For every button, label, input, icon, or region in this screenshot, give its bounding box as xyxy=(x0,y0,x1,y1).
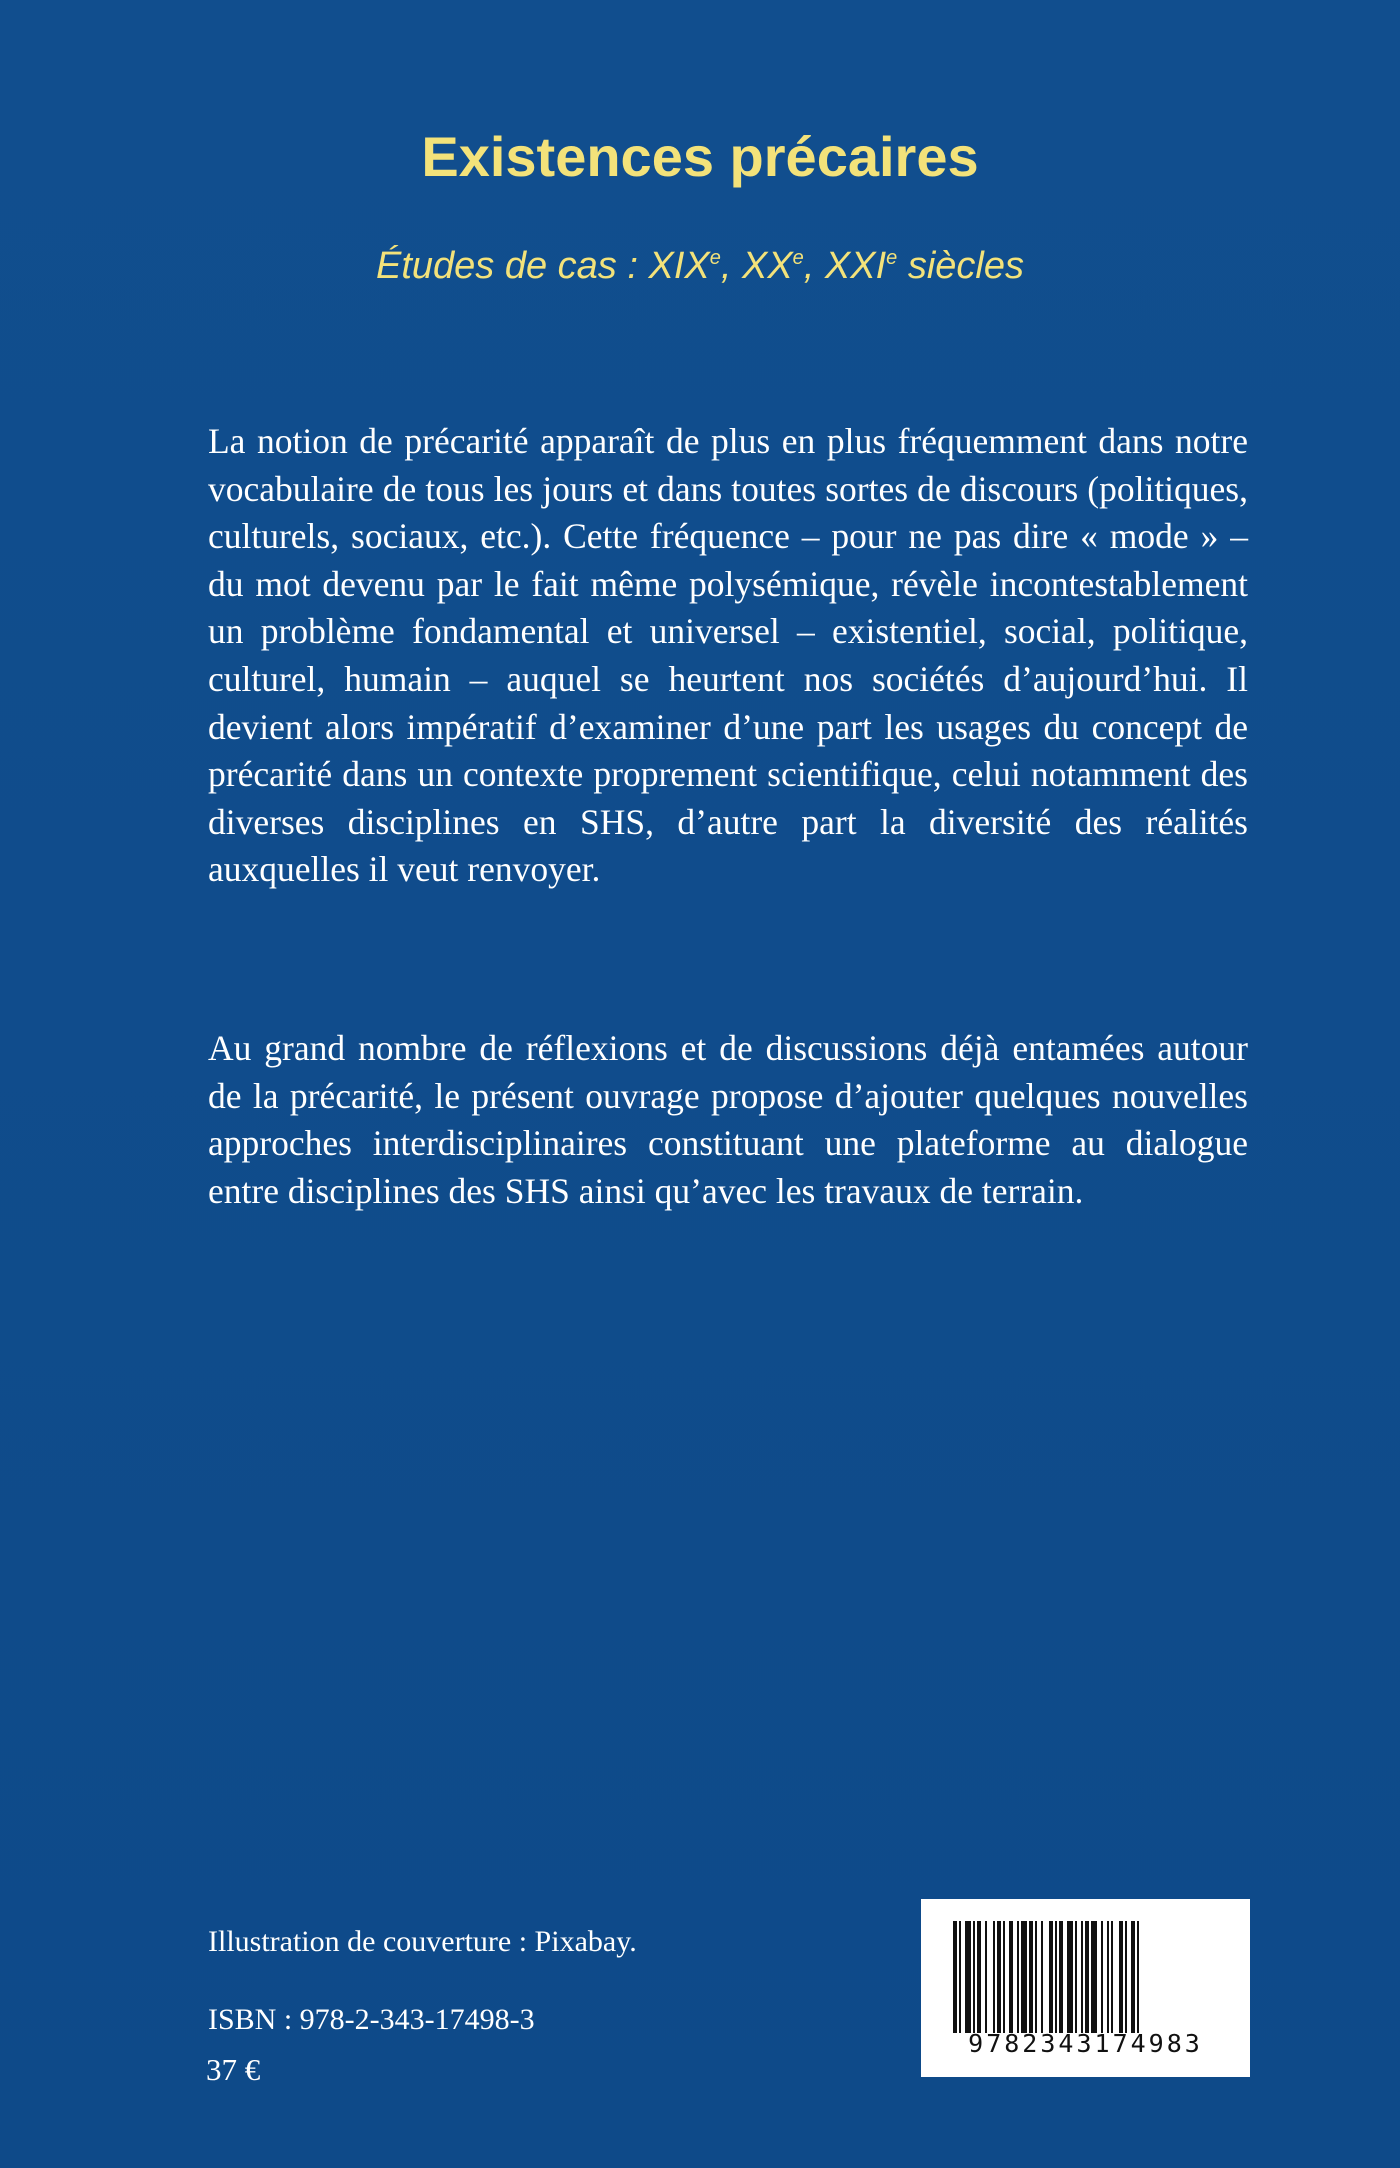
book-subtitle xyxy=(0,240,1400,292)
subtitle-prefix: Études de cas : XIX xyxy=(375,245,710,287)
book-price: 37 € xyxy=(206,2052,261,2087)
subtitle-mid-1: , XX xyxy=(720,245,793,287)
barcode-digits: 9782343174983 xyxy=(968,2029,1203,2058)
cover-illustration-credit: Illustration de couverture : Pixabay. xyxy=(208,1925,637,1958)
book-title: Existences précaires xyxy=(421,125,979,188)
subtitle-suffix: siècles xyxy=(897,245,1025,287)
barcode-bars-icon xyxy=(951,1921,1221,2033)
subtitle-sup-2: e xyxy=(792,247,804,269)
isbn-number: ISBN : 978-2-343-17498-3 xyxy=(208,2003,535,2036)
subtitle-sup-1: e xyxy=(709,247,721,269)
blurb-paragraph-2: Au grand nombre de réflexions et de discussions déjà entamées autour de la précarité, le présent ouvrage propose d’ajouter quelques nouvelles approches interdisciplinaires constituant une plateforme au dialogue entre disciplines des SHS ainsi qu’avec les travaux de terrain. xyxy=(208,1028,1248,1211)
subtitle-sup-3: e xyxy=(886,247,898,269)
blurb-paragraph-1: La notion de précarité apparaît de plus en plus fréquemment dans notre vocabulaire de tous les jours et dans toutes sortes de discours (politiques, culturels, sociaux, etc.). Cette fréquence – pour ne pas dire « mode » – du mot devenu par le fait même polysémique, révèle incontestablement un problème fondamental et universel – existentiel, social, politique, culturel, humain – auquel se heurtent nos sociétés d’aujourd’hui. Il devient alors impératif d’examiner d’une part les usages du concept de précarité dans un contexte proprement scientifique, celui notamment des diverses disciplines en SHS, d’autre part la diversité des réalités auxquelles il veut renvoyer. xyxy=(208,421,1248,890)
barcode xyxy=(921,1899,1250,2077)
subtitle-mid-2: , XXI xyxy=(803,245,887,287)
